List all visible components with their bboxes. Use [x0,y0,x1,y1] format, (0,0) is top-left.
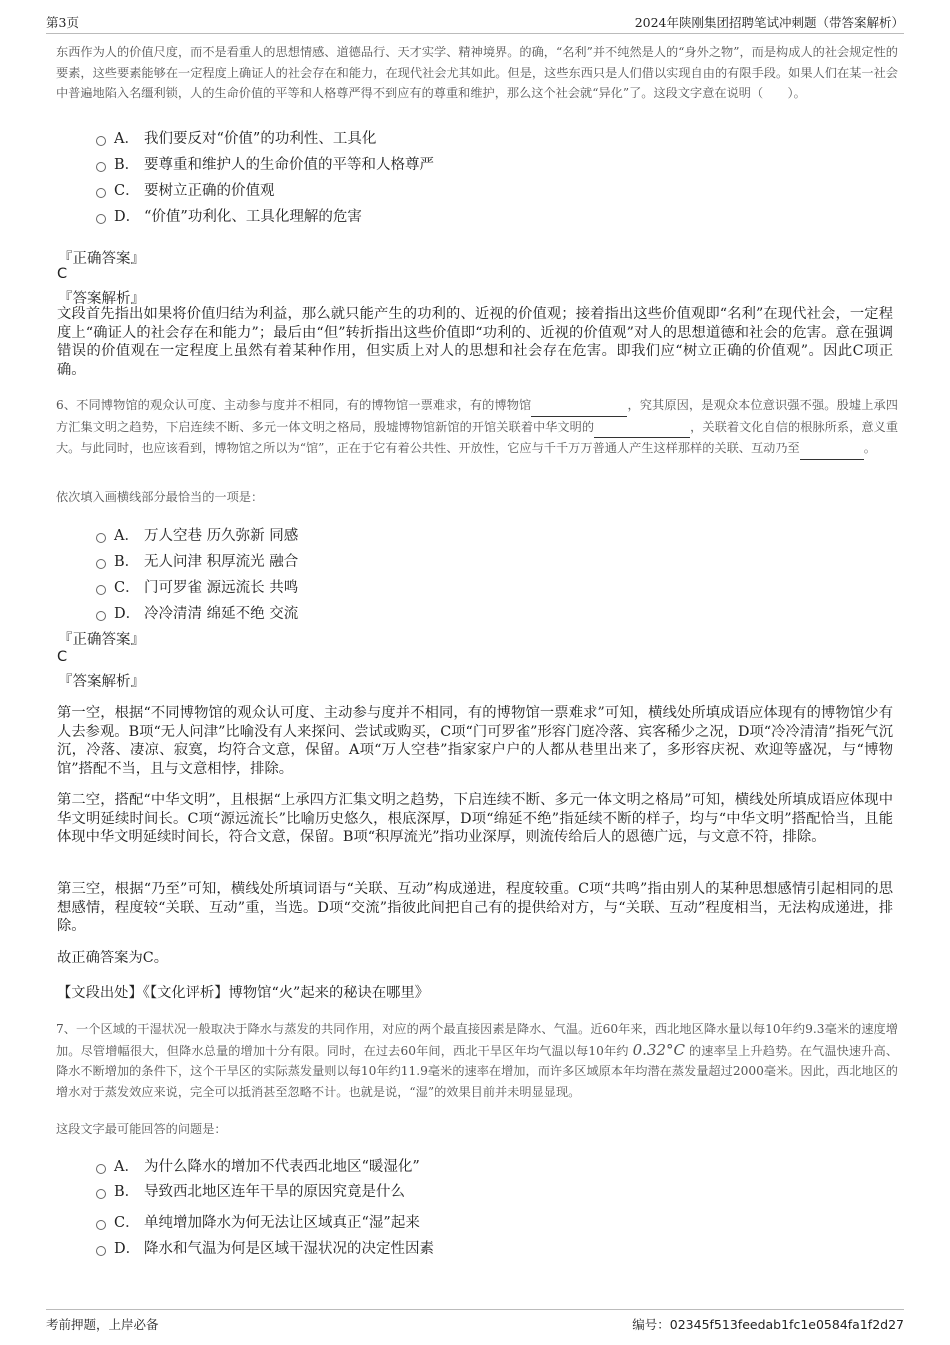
blank-1 [531,395,627,417]
blank-3 [800,438,864,460]
radio-icon[interactable] [96,1246,106,1256]
page-footer [46,1309,904,1336]
radio-icon[interactable] [96,1220,106,1230]
radio-icon[interactable] [96,585,106,595]
radio-icon[interactable] [96,136,106,146]
q6-option-b[interactable]: B． 无人问津 积厚流光 融合 [96,550,298,572]
q7-option-a[interactable]: A． 为什么降水的增加不代表西北地区“暖湿化” [96,1155,420,1177]
radio-icon[interactable] [96,611,106,621]
page-number: 第3页 [46,15,79,30]
q7-option-b[interactable]: B． 导致西北地区连年干旱的原因究竟是什么 [96,1180,405,1202]
radio-icon[interactable] [96,1164,106,1174]
q6-answer-label: 『正确答案』 [58,632,145,648]
footer-code: 编号：02345f513feedab1fc1e0584fa1f2d27 [632,1317,904,1332]
radio-icon[interactable] [96,559,106,569]
radio-icon[interactable] [96,162,106,172]
blank-2 [594,417,690,439]
q6-option-d[interactable]: D． 冷冷清清 绵延不绝 交流 [96,602,298,624]
q5-option-c[interactable]: C． 要树立正确的价值观 [96,179,275,201]
q6-prompt: 依次填入画横线部分最恰当的一项是： [56,490,264,504]
q5-stem: 东西作为人的价值尺度，而不是看重人的思想情感、道德品行、天才实学、精神境界。的确，“名利”并不纯然是人的“身外之物”，而是构成人的社会规定性的要素，这些要素能够在一定程度上确证人的社会存在和能力，在现代社会尤其如此。但是，这些东西只是人们借以实现自由的有限手段。如果人们在某一社会中普遍地陷入名缰利锁，人的生命价值的平等和人格尊严得不到应有的尊重和维护，那么这个社会就“异化”了。这段文字意在说明（ ）。 [56,45,898,100]
q7-prompt: 这段文字最可能回答的问题是： [56,1122,227,1136]
q5-answer-label: 『正确答案』 [58,251,145,267]
q7-option-d[interactable]: D． 降水和气温为何是区域干湿状况的决定性因素 [96,1237,434,1259]
q5-analysis: 文段首先指出如果将价值归结为利益，那么就只能产生的功利的、近视的价值观；接着指出这些价值观即“名利”在现代社会，一定程度上“确证人的社会存在和能力”；最后由“但”转折指出这些价值即“功利的、近视的价值观”对人的思想道德和社会的危害。意在强调错误的价值观在一定程度上虽然有着某种作用，但实质上对人的思想和社会存在危害。即我们应“树立正确的价值观”。因此C项正确。 [57,306,893,378]
q5-answer: C [57,266,68,282]
q6-answer: C [57,649,68,665]
q6-analysis-p3: 第三空，根据“乃至”可知，横线处所填词语与“关联、互动”构成递进，程度较重。C项“共鸣”指由别人的某种思想感情引起相同的思想感情，程度较“关联、互动”重，当选。D项“交流”指彼此间把自己有的提供给对方，与“关联、互动”程度相当，无法构成递进，排除。 [57,881,893,934]
radio-icon[interactable] [96,188,106,198]
q5-option-b[interactable]: B． 要尊重和维护人的生命价值的平等和人格尊严 [96,153,434,175]
q7-stem: 7、一个区域的干湿状况一般取决于降水与蒸发的共同作用，对应的两个最直接因素是降水、气温。近60年来，西北地区降水量以每10年约9.3毫米的速度增加。尽管增幅很大，但降水总量的增加十分有限。同时，在过去60年间，西北干旱区年均气温以每10年约 0.32°C 的速率呈上升趋势。在气温快速升高、降水不断增加的条件下，这个干旱区的实际蒸发量则以每10年约11.9毫米的速率在增加，而许多区域原本年均潜在蒸发量超过2000毫米。因此，西北地区的增水对于蒸发效应来说，完全可以抵消甚至忽略不计。也就是说，“湿”的效果目前并未明显显现。 [56,1022,899,1099]
q6-analysis-label: 『答案解析』 [58,674,145,690]
q6-analysis-p1: 第一空，根据“不同博物馆的观众认可度、主动参与度并不相同，有的博物馆一票难求”可知，横线处所填成语应体现有的博物馆少有人去参观。B项“无人问津”比喻没有人来探问、尝试或购买，C项“门可罗雀”形容门庭冷落、宾客稀少之况，D项“冷冷清清”指死气沉沉，冷落、凄凉、寂寞，均符合文意，保留。A项“万人空巷”指家家户户的人都从巷里出来了，多形容庆祝、欢迎等盛况，与“博物馆”搭配不当，且与文意相悖，排除。 [57,705,893,777]
q6-stem: 6、不同博物馆的观众认可度、主动参与度并不相同，有的博物馆一票难求，有的博物馆 ，究其原因，是观众本位意识强不强。殷墟上承四方汇集文明之趋势，下启连续不断、多元一体文明之格局，殷墟博物馆新馆的开馆关联着中华文明的 ，关联着文化自信的根脉所系，意义重大。与此同时，也应该看到，博物馆之所以为“馆”，正在于它有着公共性、开放性，它应与千千万万普通人产生这样那样的关联、互动乃至 。 [56,395,898,460]
q5-analysis-label: 『答案解析』 [58,291,145,307]
q5-option-d[interactable]: D． “价值”功利化、工具化理解的危害 [96,205,362,227]
document-title: 2024年陕刚集团招聘笔试冲刺题（带答案解析） [634,15,904,30]
q6-analysis-p2: 第二空，搭配“中华文明”，且根据“上承四方汇集文明之趋势，下启连续不断、多元一体文明之格局”可知，横线处所填成语应体现中华文明延续时间长。C项“源远流长”比喻历史悠久，根底深厚，D项“绵延不绝”指延续不断的样子，均与“中华文明”搭配恰当，且能体现中华文明延续时间长，符合文意，保留。B项“积厚流光”指功业深厚，则流传给后人的恩德广远，与文意不符，排除。 [57,792,893,845]
temperature-rate: 0.32°C [632,1040,685,1059]
q6-analysis-p4: 故正确答案为C。 [57,950,169,966]
radio-icon[interactable] [96,214,106,224]
q5-option-a[interactable]: A． 我们要反对“价值”的功利性、工具化 [96,127,376,149]
q6-option-a[interactable]: A． 万人空巷 历久弥新 同感 [96,524,298,546]
radio-icon[interactable] [96,533,106,543]
q7-option-c[interactable]: C． 单纯增加降水为何无法让区域真正“湿”起来 [96,1211,420,1233]
radio-icon[interactable] [96,1189,106,1199]
page-header [46,13,904,34]
footer-slogan: 考前押题，上岸必备 [46,1317,159,1332]
q6-option-c[interactable]: C． 门可罗雀 源远流长 共鸣 [96,576,298,598]
q6-source: 【文段出处】《【文化评析】博物馆“火”起来的秘诀在哪里》 [57,985,430,1001]
